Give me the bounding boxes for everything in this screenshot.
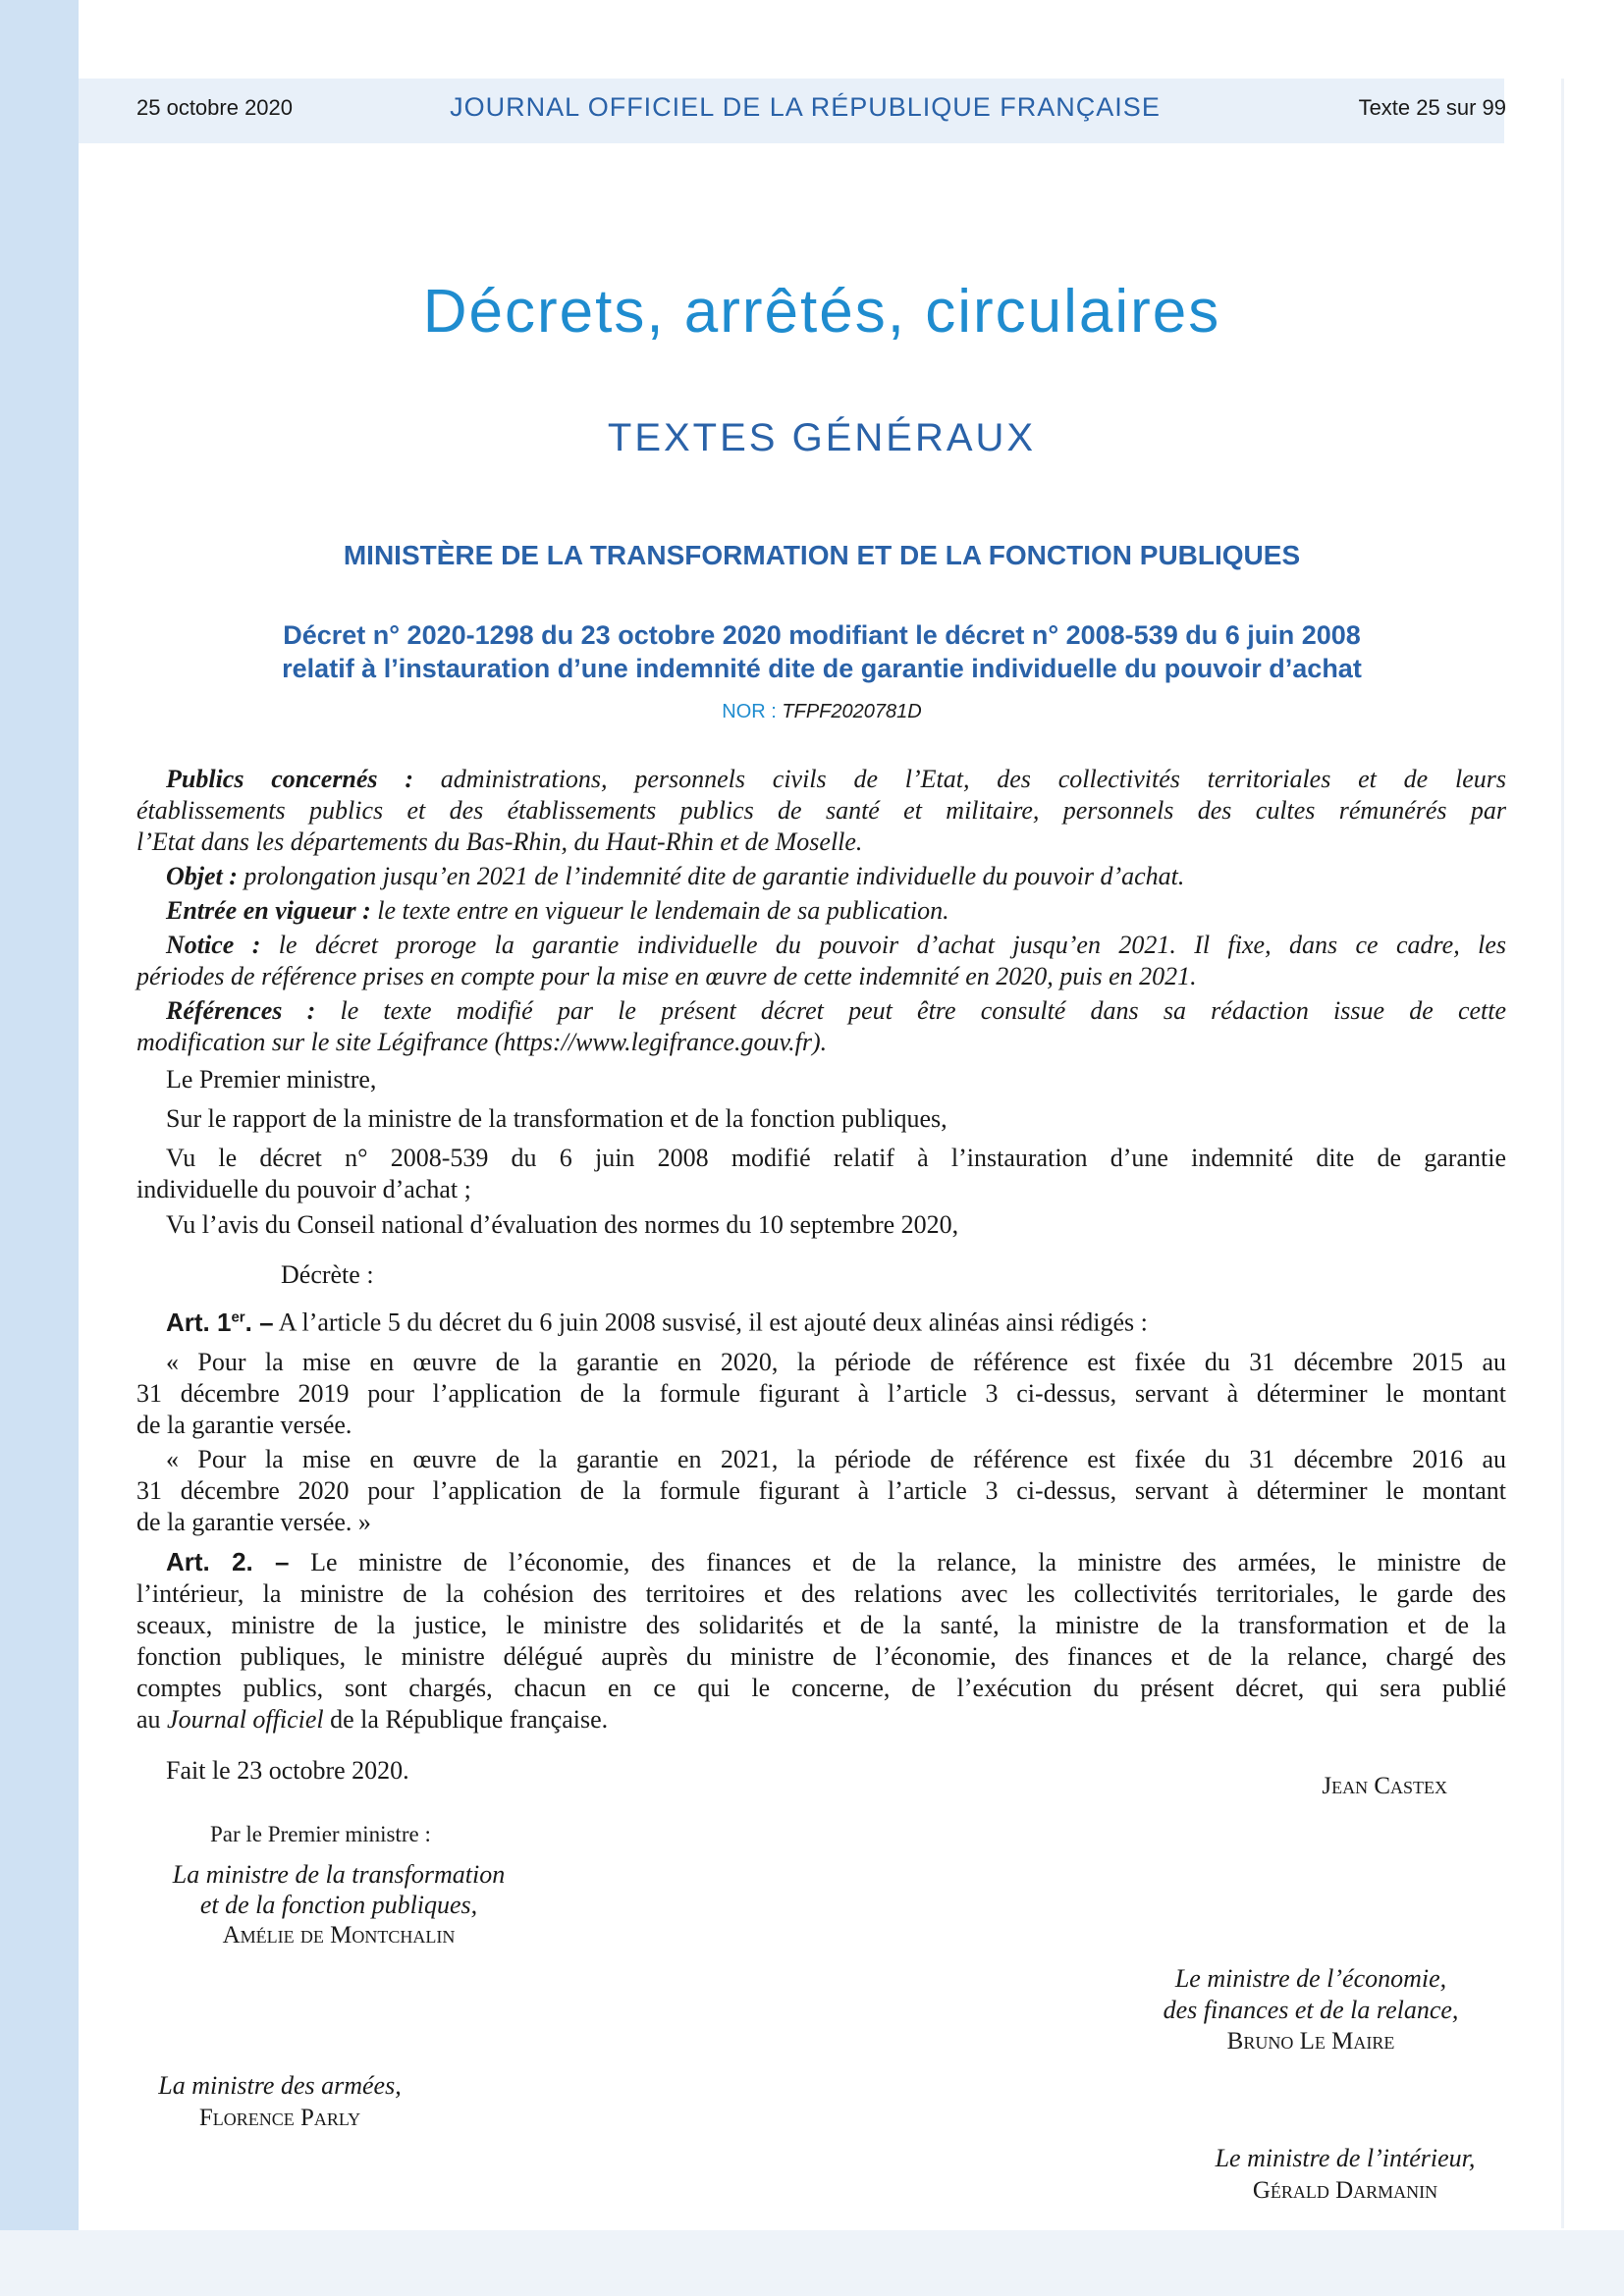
publics-label: Publics concernés : — [166, 765, 413, 793]
ministry-title: MINISTÈRE DE LA TRANSFORMATION ET DE LA FONCTION PUBLIQUES — [343, 540, 1301, 570]
decrete-line: Décrète : — [281, 1260, 374, 1289]
art1-label-sup: er — [231, 1308, 245, 1325]
art1-p2-line3: de la garantie versée. » — [136, 1507, 371, 1536]
entree-label: Entrée en vigueur : — [166, 896, 371, 925]
art2-line5: comptes publics, sont chargés, chacun en ce qui le concerne, de l’exécution du présent décret, qui sera publié — [136, 1673, 1506, 1702]
art1-text: A l’article 5 du décret du 6 juin 2008 susvisé, il est ajouté deux alinéas ainsi rédigés : — [278, 1308, 1148, 1337]
objet-label: Objet : — [166, 862, 238, 890]
fait-le-line: Fait le 23 octobre 2020. — [166, 1755, 409, 1785]
art1-p1-line1: « Pour la mise en œuvre de la garantie en 2020, la période de référence est fixée du 31 décembre 2015 au — [166, 1347, 1506, 1376]
section-title: Décrets, arrêtés, circulaires — [422, 278, 1221, 346]
notice-text1: le décret proroge la garantie individuelle du pouvoir d’achat jusqu’en 2021. Il fixe, dans ce cadre, les — [278, 931, 1506, 959]
signature-economie — [1110, 1963, 1512, 2057]
eco-signatory-name: Bruno Le Maire — [1226, 2028, 1395, 2055]
bottom-band — [0, 2230, 1624, 2296]
art1-p1-line2: 31 décembre 2019 pour l’application de la formule figurant à l’article 3 ci-dessus, servant à déterminer le montant — [136, 1378, 1506, 1408]
arm-signatory-name: Florence Parly — [198, 2105, 361, 2131]
left-margin-band — [0, 0, 79, 2296]
publics-text1: administrations, personnels civils de l’Etat, des collectivités territoriales et de leurs — [440, 765, 1507, 793]
article-1-heading — [136, 1302, 1506, 1339]
summary-block — [136, 764, 1506, 1058]
nor-label: NOR : — [722, 701, 783, 722]
entree-text: le texte entre en vigueur le lendemain de sa publication. — [377, 896, 949, 925]
eco-title-line2: des finances et de la relance, — [1163, 1996, 1459, 2024]
arm-title: La ministre des armées, — [158, 2071, 402, 2100]
nor-value: TFPF2020781D — [782, 701, 922, 722]
par-le-premier-ministre: Par le Premier ministre : — [210, 1822, 431, 1846]
vu1-line1: Vu le décret n° 2008-539 du 6 juin 2008 modifié relatif à l’instauration d’une indemnité dite de garantie — [166, 1144, 1506, 1172]
decree-body — [136, 1064, 1506, 1787]
art2-line2: l’intérieur, la ministre de la cohésion des territoires et des relations avec les collectivités territoriales, le garde des — [136, 1578, 1506, 1608]
notice-label: Notice : — [166, 931, 261, 959]
art1-p2-line1: « Pour la mise en œuvre de la garantie en 2021, la période de référence est fixée du 31 décembre 2016 au — [166, 1444, 1506, 1473]
art1-p2-line2: 31 décembre 2020 pour l’application de la formule figurant à l’article 3 ci-dessus, servant à déterminer le montant — [136, 1475, 1506, 1505]
signature-interieur — [1159, 2142, 1532, 2207]
art2-text1: Le ministre de l’économie, des finances et de la relance, la ministre des armées, le ministre de — [310, 1547, 1507, 1576]
fp-title-line1: La ministre de la transformation — [172, 1860, 506, 1889]
art2-line4: fonction publiques, le ministre délégué auprès du ministre de l’économie, des finances et de la relance, chargé des — [136, 1641, 1506, 1671]
notice-line2: périodes de référence prises en compte pour la mise en œuvre de cette indemnité en 2020, puis en 2021. — [136, 962, 1197, 990]
decree-title-line1: Décret n° 2020-1298 du 23 octobre 2020 modifiant le décret n° 2008-539 du 6 juin 2008 — [283, 620, 1361, 650]
notice-line1 — [136, 930, 1506, 961]
publics-line2: établissements publics et des établissements publics de santé et militaire, personnels des cultes rémunérés par — [136, 796, 1506, 825]
references-line2: modification sur le site Légifrance (https://www.legifrance.gouv.fr). — [136, 1028, 828, 1056]
int-signatory-name: Gérald Darmanin — [1252, 2177, 1438, 2204]
art2-line6 — [136, 1704, 1506, 1735]
decree-title-line2: relatif à l’instauration d’une indemnité dite de garantie individuelle du pouvoir d’achat — [282, 654, 1362, 683]
nor-reference — [137, 701, 1506, 723]
header-date: 25 octobre 2020 — [136, 95, 294, 120]
art2-line3: sceaux, ministre de la justice, le ministre des solidarités et de la santé, la ministre de la transformation et de la — [136, 1610, 1506, 1639]
eco-title-line1: Le ministre de l’économie, — [1174, 1964, 1447, 1993]
rapport-line: Sur le rapport de la ministre de la transformation et de la fonction publiques, — [166, 1104, 947, 1133]
art1-p1-line3: de la garantie versée. — [136, 1410, 352, 1439]
int-title: Le ministre de l’intérieur, — [1215, 2144, 1476, 2172]
art2-line6-c: de la République française. — [323, 1704, 609, 1734]
article-2-label: Art. 2. – — [166, 1546, 290, 1576]
art1-label-text: Art. 1 — [166, 1307, 232, 1337]
references-label: Références : — [166, 996, 316, 1025]
premier-ministre-line: Le Premier ministre, — [166, 1065, 377, 1094]
references-line1 — [136, 995, 1506, 1027]
header-texte-number: Texte 25 sur 99 — [1358, 95, 1506, 120]
fp-title-line2: et de la fonction publiques, — [199, 1891, 478, 1919]
fp-signatory-name: Amélie de Montchalin — [222, 1922, 456, 1949]
entree-line — [136, 895, 1506, 927]
pm-signature-name: Jean Castex — [1322, 1773, 1447, 1799]
art2-line6-a: au — [136, 1704, 168, 1734]
subsection-title: TEXTES GÉNÉRAUX — [607, 416, 1037, 459]
decree-title — [137, 618, 1506, 685]
vu2-line: Vu l’avis du Conseil national d’évaluation des normes du 10 septembre 2020, — [166, 1210, 959, 1239]
article-1-label — [166, 1308, 274, 1337]
article-2-line1 — [136, 1546, 1506, 1578]
publics-line1 — [136, 764, 1506, 795]
objet-line — [136, 861, 1506, 892]
art2-journal-officiel: Journal officiel — [167, 1704, 324, 1734]
art1-label-dash: . – — [244, 1307, 274, 1337]
signature-armees — [118, 2069, 442, 2134]
references-text1: le texte modifié par le présent décret peut être consulté dans sa rédaction issue de cette — [340, 996, 1507, 1025]
vu1-line2: individuelle du pouvoir d’achat ; — [136, 1175, 471, 1203]
header-journal-title: JOURNAL OFFICIEL DE LA RÉPUBLIQUE FRANÇAISE — [450, 92, 1161, 122]
objet-text: prolongation jusqu’en 2021 de l’indemnité dite de garantie individuelle du pouvoir d’achat. — [244, 862, 1185, 890]
right-margin-rule — [1561, 79, 1564, 2228]
publics-line3: l’Etat dans les départements du Bas-Rhin, du Haut-Rhin et de Moselle. — [136, 828, 863, 856]
signature-fonction-publique — [118, 1859, 560, 1950]
